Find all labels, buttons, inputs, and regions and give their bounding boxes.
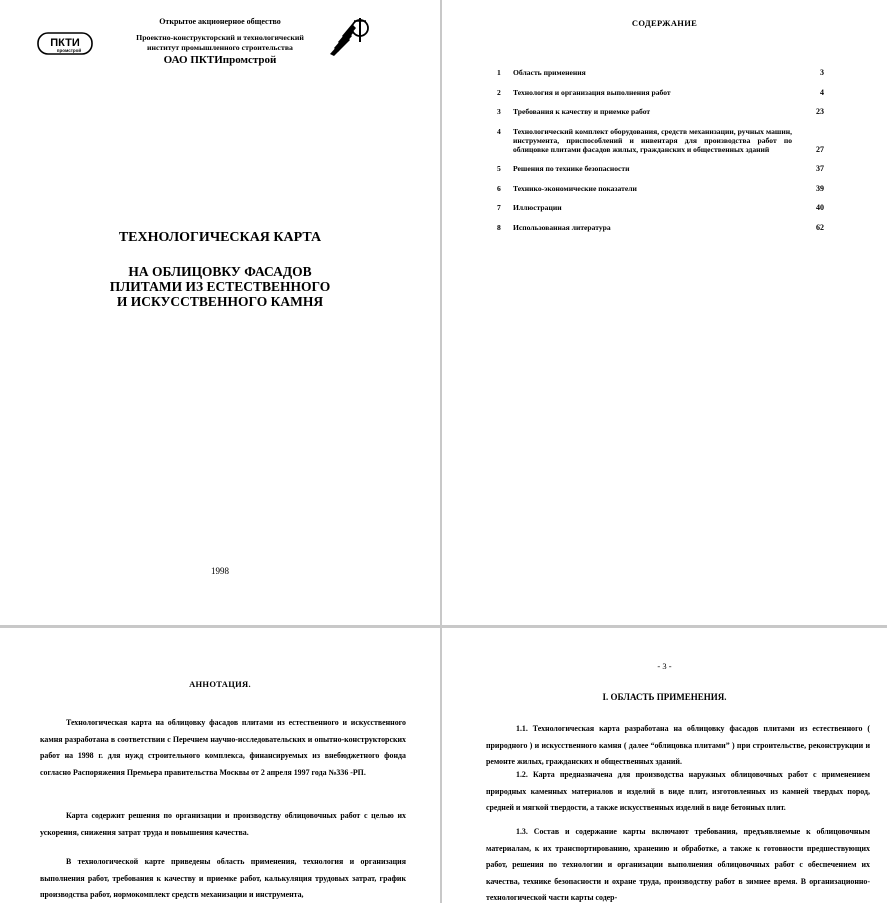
page-number: - 3 - — [657, 661, 672, 671]
org-full-line1: Проектно-конструкторский и технологический — [136, 33, 304, 42]
toc-item-number: 5 — [497, 164, 501, 173]
document-title: ТЕХНОЛОГИЧЕСКАЯ КАРТА — [118, 230, 322, 245]
toc-item-number: 6 — [497, 183, 501, 193]
toc-item-text: Технико-экономические показатели — [513, 183, 637, 193]
annotation-page — [0, 628, 440, 903]
subtitle-line1: НА ОБЛИЦОВКУ ФАСАДОВ — [128, 264, 312, 279]
emblem-icon — [326, 14, 374, 62]
toc-item-number: 1 — [497, 68, 501, 77]
publication-year: 1998 — [211, 566, 229, 576]
toc-item-page: 39 — [816, 183, 824, 193]
toc-item[interactable] — [494, 107, 824, 116]
contents-page — [442, 0, 887, 625]
toc-item-text: Технологический комплект оборудования, средств механизации, ручных машин, инструмента, приспособлений и инвентаря для производства работ по облицовке плитами фасадов жилых, гражданских и общественных зданий — [513, 126, 792, 154]
toc-item[interactable] — [494, 203, 824, 212]
annotation-paragraph: Технологическая карта на облицовку фасадов плитами из естественного и искусственного камня разработана в соответствии с Перечнем научно-исследовательских и опытно-конструкторских работ на 1998 г. для нужд строительного комплекса, финансируемых из внебюджетного фонда согласно Распоряжения Премьера правительства Москвы от 2 апреля 1997 года №336 -РП. — [40, 718, 406, 777]
logo-left-sub: промстрой — [56, 48, 82, 53]
logo-left-text: ПКТИ — [50, 37, 80, 49]
toc-item[interactable] — [494, 127, 824, 154]
section-paragraph: 1.3. Состав и содержание карты включают требования, предъявляемые к облицовочным материалам, к их транспортированию, хранению и обработке, а также к готовности предшествующих работ, решения по технологии и организации выполнения облицовочных работ с обеспечением их качества, технике безопасности и охране труда, производству работ в зимнее время. В организационно-технологической части карты содер- — [486, 827, 870, 902]
document-subtitle — [30, 264, 410, 309]
section-heading: I. ОБЛАСТЬ ПРИМЕНЕНИЯ. — [602, 692, 727, 702]
toc-item-page: 3 — [820, 68, 824, 77]
annotation-paragraph: Карта содержит решения по организации и производству облицовочных работ с целью их ускорения, снижения затрат труда и повышения качества. — [40, 811, 406, 837]
section-paragraph: 1.2. Карта предназначена для производства наружных облицовочных работ с применением природных каменных материалов и изделий в виде плит, изготовленных из камней твердых пород, средней и мягкой твердости, а также искусственных изделий в виде бетонных плит. — [486, 770, 870, 812]
toc-item-page: 23 — [816, 107, 824, 116]
annotation-heading: АННОТАЦИЯ. — [189, 679, 251, 689]
toc-item-text: Технология и организация выполнения работ — [513, 87, 671, 97]
org-full-name — [104, 33, 336, 52]
toc-item[interactable] — [494, 68, 824, 77]
subtitle-line2: ПЛИТАМИ ИЗ ЕСТЕСТВЕННОГО — [109, 279, 331, 294]
toc-item[interactable] — [494, 184, 824, 193]
section-paragraph: 1.1. Технологическая карта разработана на облицовку фасадов плитами из естественного ( природного ) и искусственного камня ( далее “облицовка плитами” ) при строительстве, реконструкции и ремонте жилых, гражданских и общественных зданий. — [486, 724, 870, 766]
org-type: Открытое акционерное общество — [159, 17, 281, 26]
toc-item-number: 4 — [497, 126, 501, 136]
org-short-name: ОАО ПКТИпромстрой — [163, 54, 277, 66]
toc-item-page: 40 — [816, 203, 824, 212]
toc-item-page: 37 — [816, 164, 824, 173]
toc-item[interactable] — [494, 88, 824, 97]
toc-item-page: 27 — [816, 144, 824, 154]
contents-heading: СОДЕРЖАНИЕ — [631, 18, 698, 28]
toc-item-number: 3 — [497, 107, 501, 116]
annotation-paragraph: В технологической карте приведены область применения, технология и организация выполнения работ, требования к качеству и приемке работ, калькуляция трудовых затрат, график производства работ, нормокомплект средств механизации и инструмента, — [40, 857, 406, 899]
toc-item-number: 7 — [497, 203, 501, 212]
title-page — [0, 0, 440, 625]
toc-item-number: 2 — [497, 87, 501, 97]
toc-item-number: 8 — [497, 222, 501, 232]
toc-item-text: Требования к качеству и приемке работ — [513, 107, 651, 116]
toc-item-text: Решения по технике безопасности — [513, 164, 630, 173]
toc-item-page: 62 — [816, 222, 824, 232]
pkti-logo-icon — [36, 30, 94, 57]
table-of-contents — [494, 68, 824, 242]
subtitle-line3: И ИСКУССТВЕННОГО КАМНЯ — [116, 294, 324, 309]
toc-item[interactable] — [494, 223, 824, 232]
toc-item[interactable] — [494, 164, 824, 173]
toc-item-text: Область применения — [513, 68, 586, 77]
toc-item-text: Иллюстрации — [513, 203, 562, 212]
toc-item-page: 4 — [820, 87, 824, 97]
toc-item-text: Использованная литература — [513, 222, 611, 232]
section1-page — [442, 628, 887, 903]
org-full-line2: институт промышленного строительства — [147, 42, 293, 52]
